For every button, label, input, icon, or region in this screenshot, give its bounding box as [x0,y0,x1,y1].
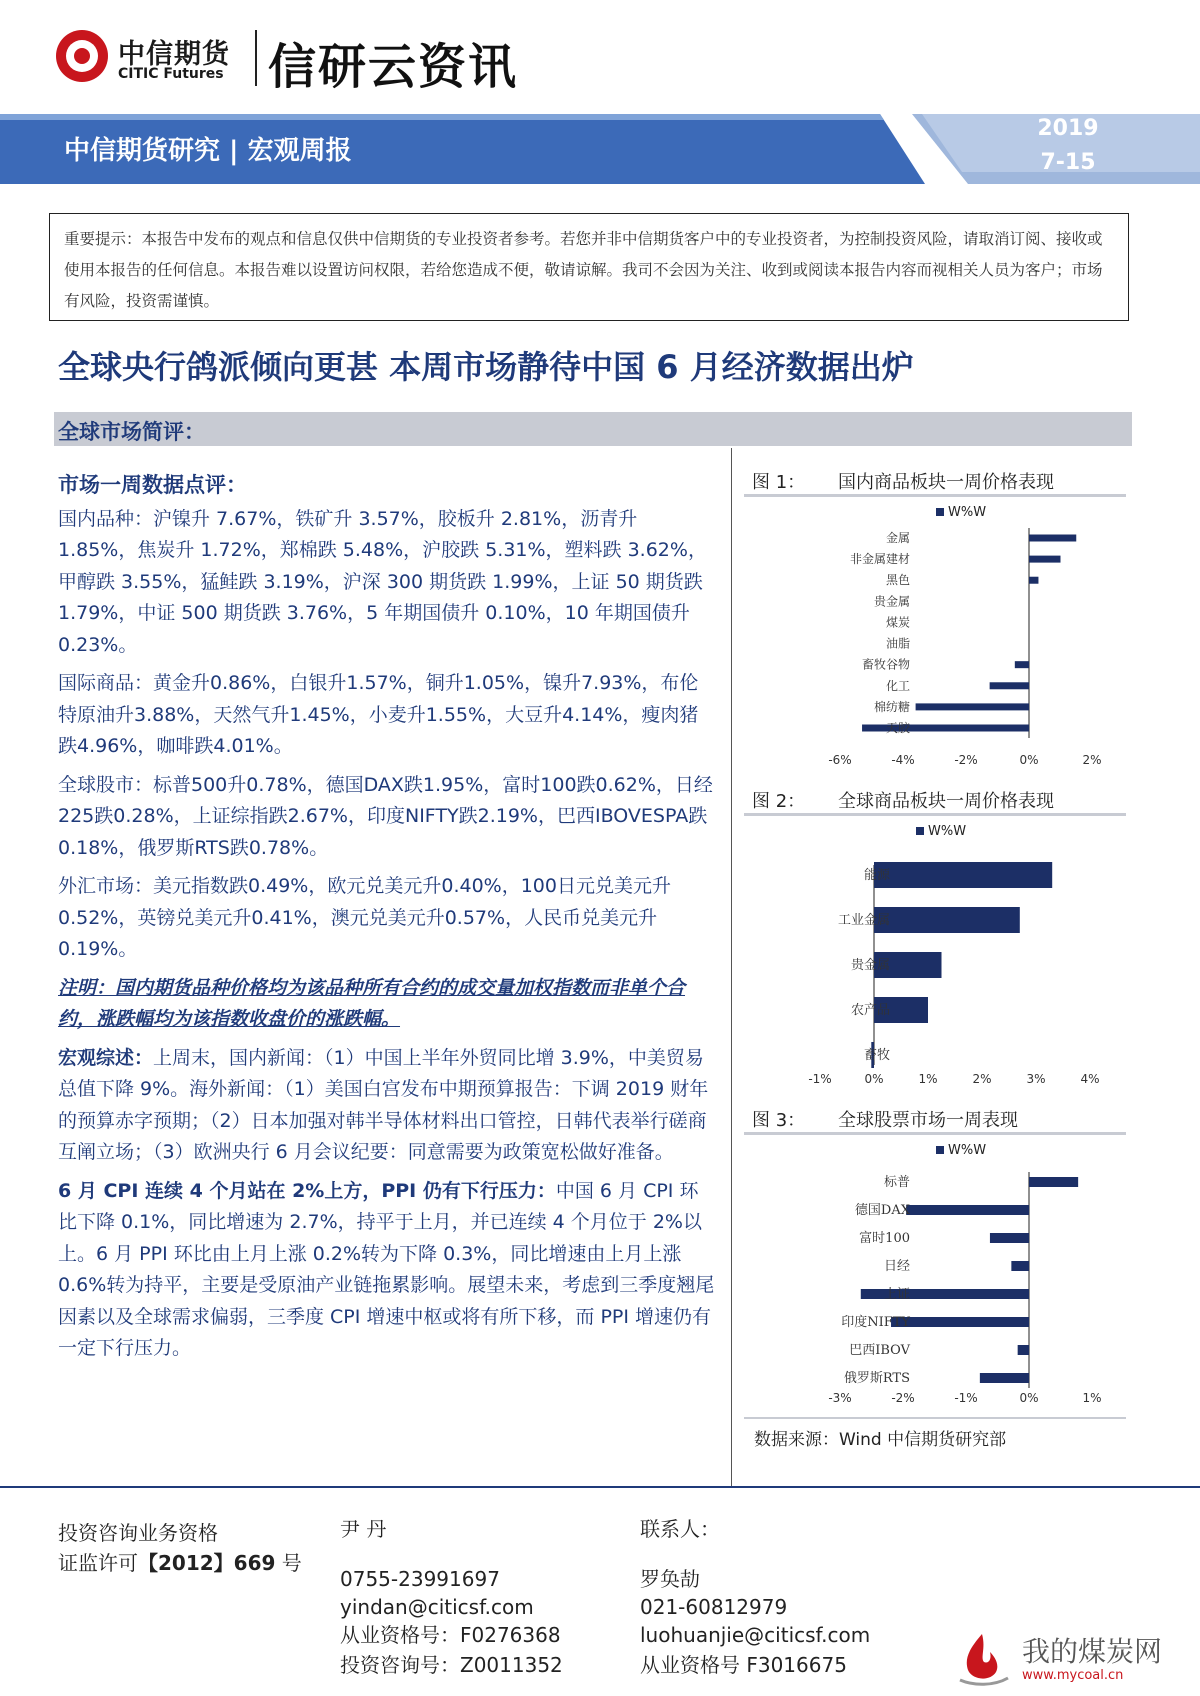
category-label: 能源 [863,868,890,883]
legend-label: W%W [948,505,987,520]
category-label: 标普 [883,1175,910,1190]
category-label: 非金属建材 [849,552,910,567]
category-label: 德国DAX [854,1203,910,1218]
chart-global-commodities [744,819,1126,1095]
contact-name: 罗奂劼 [640,1567,700,1591]
license-suffix: 号 [275,1551,302,1575]
category-label: 印度NIFTY [841,1315,910,1330]
tick-label: 3% [1026,1072,1046,1086]
category-label: 贵金属 [850,958,890,973]
cpi-ppi-analysis [58,1176,716,1365]
bar-8 [980,1373,1029,1383]
analyst-1-name: 尹 丹 [340,1517,387,1541]
figure-1-title [752,468,1054,494]
analyst-1-phone: 0755-23991697 [340,1567,500,1591]
figure-2-number: 图 2： [752,791,806,812]
tick-label: 1% [918,1072,938,1086]
legend-swatch [936,508,944,516]
report-date: 7-15 [1040,150,1096,175]
footer-rule [0,1486,1200,1488]
category-label: 工业金属 [837,913,890,928]
macro-summary-lead: 宏观综述： [58,1046,154,1069]
disclaimer-notice: 重要提示：本报告中发布的观点和信息仅供中信期货的专业投资者参考。若您并非中信期货客户中的专业投资者，为控制投资风险，请取消订阅、接收或使用本报告的任何信息。本报告难以设置访问权限，若给您造成不便，敬请谅解。我司不会因为关注、收到或阅读本报告内容而视相关人员为客户；市场有风险，投资需谨慎。 [49,213,1129,321]
intl-commodities: 国际商品：黄金升0.86%，白银升1.57%，铜升1.05%，镍升7.93%，布伦特原油升3.88%，天然气升1.45%，小麦升1.55%，大豆升4.14%，瘦肉猪跌4.96%，咖啡跌4.01%。 [58,672,699,757]
bar-3 [990,1233,1029,1243]
tick-label: -1% [808,1072,832,1086]
legend-swatch [936,1146,944,1154]
bar-3 [1029,577,1038,584]
figure-2-rule [744,813,1126,816]
cpi-ppi-lead: 6 月 CPI 连续 4 个月站在 2%上方，PPI 仍有下行压力： [58,1179,556,1202]
figure-bottom-rule [744,1417,1126,1419]
domestic-commodities: 国内品种：沪镍升 7.67%，铁矿升 3.57%，胶板升 2.81%，沥青升 1.85%，焦炭升 1.72%，郑棉跌 5.48%，沪胶跌 5.31%，塑料跌 3.62%，甲醇跌 3.55%，猛鲑跌 3.19%，沪深 300 期货跌 1.99%，上证 50 期货跌 1.79%，中证 500 期货跌 3.76%，5 年期国债升 0.10%，10 年期国债升 0.23%。 [58,507,707,656]
qualification-line-2 [58,1548,302,1578]
qualification-line-1: 投资咨询业务资格 [58,1521,218,1545]
figure-2-title [752,787,1054,813]
market-review [58,470,716,1372]
category-label: 畜牧谷物 [861,657,910,672]
company-name-en: CITIC Futures [118,66,224,82]
section-label: 全球市场简评： [58,420,205,444]
citic-logo [56,30,108,82]
license-number: 【2012】669 [138,1551,276,1575]
analyst-1-email[interactable]: yindan@citicsf.com [340,1595,534,1619]
bar-9 [916,703,1029,710]
macro-summary-text: 上周末，国内新闻：（1）中国上半年外贸同比增 3.9%，中美贸易总值下降 9%。海外新闻：（1）美国白宫发布中期预算报告：下调 2019 财年的预算赤字预期；（2）日本加强对韩半导体材料出口管控，日韩代表举行磋商互阐立场；（3）欧洲央行 6 月会议纪要：同意需要为政策宽松做好准备。 [58,1046,709,1163]
global-stocks: 全球股市：标普500升0.78%，德国DAX跌1.95%，富时100跌0.62%，日经225跌0.28%，上证综指跌2.67%，印度NIFTY跌2.19%，巴西IBOVESPA跌0.18%，俄罗斯RTS跌0.78%。 [58,773,713,859]
legend-label: W%W [948,1143,987,1158]
bar-1 [1029,535,1076,542]
bar-7 [1018,1345,1029,1355]
figure-3-title [752,1106,1018,1132]
figure-1-number: 图 1： [752,472,806,493]
category-label: 天胶 [885,721,910,735]
tick-label: 2% [972,1072,992,1086]
tick-label: 1% [1082,1391,1102,1405]
bar-7 [1015,661,1029,668]
bar-8 [990,682,1029,689]
chart-domestic-commodities [744,500,1126,776]
company-name-cn: 中信期货 [118,39,230,70]
figure-3-rule [744,1132,1126,1135]
category-label: 黑色 [885,573,910,588]
tick-label: -2% [954,753,978,767]
chart-global-stocks [744,1138,1126,1414]
category-label: 上证 [883,1287,910,1302]
legend-label: W%W [928,824,967,839]
category-label: 俄罗斯RTS [843,1371,910,1386]
category-label: 油脂 [885,636,910,651]
tick-label: -4% [891,753,915,767]
legend-swatch [916,827,924,835]
tick-label: 0% [1019,1391,1039,1405]
data-source: 数据来源：Wind 中信期货研究部 [754,1430,1007,1450]
contact-email[interactable]: luohuanjie@citicsf.com [640,1623,871,1647]
figure-2-caption: 全球商品板块一周价格表现 [838,791,1054,812]
price-note: 注明：国内期货品种价格均为该品种所有合约的成交量加权指数而非单个合约，涨跌幅均为该指数收盘价的涨跌幅。 [58,976,686,1030]
bar-2 [906,1205,1029,1215]
report-category: 中信期货研究 | 宏观周报 [64,136,352,166]
figure-1-rule [744,494,1126,497]
bar-2 [1029,556,1061,563]
section-bar [54,412,1132,446]
contact-label: 联系人： [640,1517,720,1541]
brand-title: 信研云资讯 [268,39,519,95]
category-label: 煤炭 [885,615,910,630]
tick-label: -1% [954,1391,978,1405]
category-label: 日经 [883,1259,910,1274]
report-year: 2019 [1037,116,1099,141]
bar-1 [874,862,1052,888]
figure-1-caption: 国内商品板块一周价格表现 [838,472,1054,493]
bar-6 [891,1317,1029,1327]
report-title: 全球央行鸽派倾向更甚 本周市场静待中国 6 月经济数据出炉 [58,348,914,386]
watermark-flame-icon [950,1630,1014,1686]
bar-4 [1011,1261,1029,1271]
tick-label: 2% [1082,753,1102,767]
category-label: 农产品 [850,1003,890,1018]
bar-2 [874,907,1020,933]
brand-divider [255,30,257,86]
tick-label: 4% [1080,1072,1100,1086]
category-label: 棉纺糖 [873,699,910,714]
tick-label: -3% [828,1391,852,1405]
cpi-ppi-text: 中国 6 月 CPI 环比下降 0.1%，同比增速为 2.7%，持平于上月，并已连续 4 个月位于 2%以上。6 月 PPI 环比由上月上涨 0.2%转为下降 0.3%，同比增速由上月上涨 0.6%转为持平，主要是受原油产业链拖累影响。展望未来，考虑到三季度翘尾因素以及全球需求偏弱，三季度 CPI 增速中枢或将有所下移，而 PPI 增速仍有一定下行压力。 [58,1179,715,1359]
category-label: 富时100 [859,1231,910,1246]
tick-label: -2% [891,1391,915,1405]
analyst-1-cert: 从业资格号：F0276368 [340,1623,561,1647]
category-label: 化工 [885,678,910,693]
category-label: 金属 [885,531,910,545]
category-label: 畜牧 [863,1048,890,1063]
column-divider [731,448,732,1486]
tick-label: 0% [1019,753,1039,767]
contact-phone: 021-60812979 [640,1595,788,1619]
figure-3-number: 图 3： [752,1110,806,1131]
qualification-label: 证监许可 [58,1551,138,1575]
category-label: 巴西IBOV [849,1343,910,1358]
market-review-heading: 市场一周数据点评： [58,473,247,497]
category-label: 贵金属 [873,594,910,609]
figure-3-caption: 全球股票市场一周表现 [838,1110,1018,1131]
bar-1 [1029,1177,1078,1187]
contact-cert: 从业资格号 F3016675 [640,1653,847,1677]
tick-label: -6% [828,753,852,767]
analyst-1-investment-no: 投资咨询号：Z0011352 [340,1653,563,1677]
fx-market: 外汇市场：美元指数跌0.49%，欧元兑美元升0.40%，100日元兑美元升0.52%，英镑兑美元升0.41%，澳元兑美元升0.57%，人民币兑美元升0.19%。 [58,875,671,960]
macro-summary [58,1043,716,1169]
watermark-url[interactable]: www.mycoal.cn [1022,1668,1124,1683]
tick-label: 0% [864,1072,884,1086]
watermark-text: 我的煤炭网 [1022,1635,1163,1668]
